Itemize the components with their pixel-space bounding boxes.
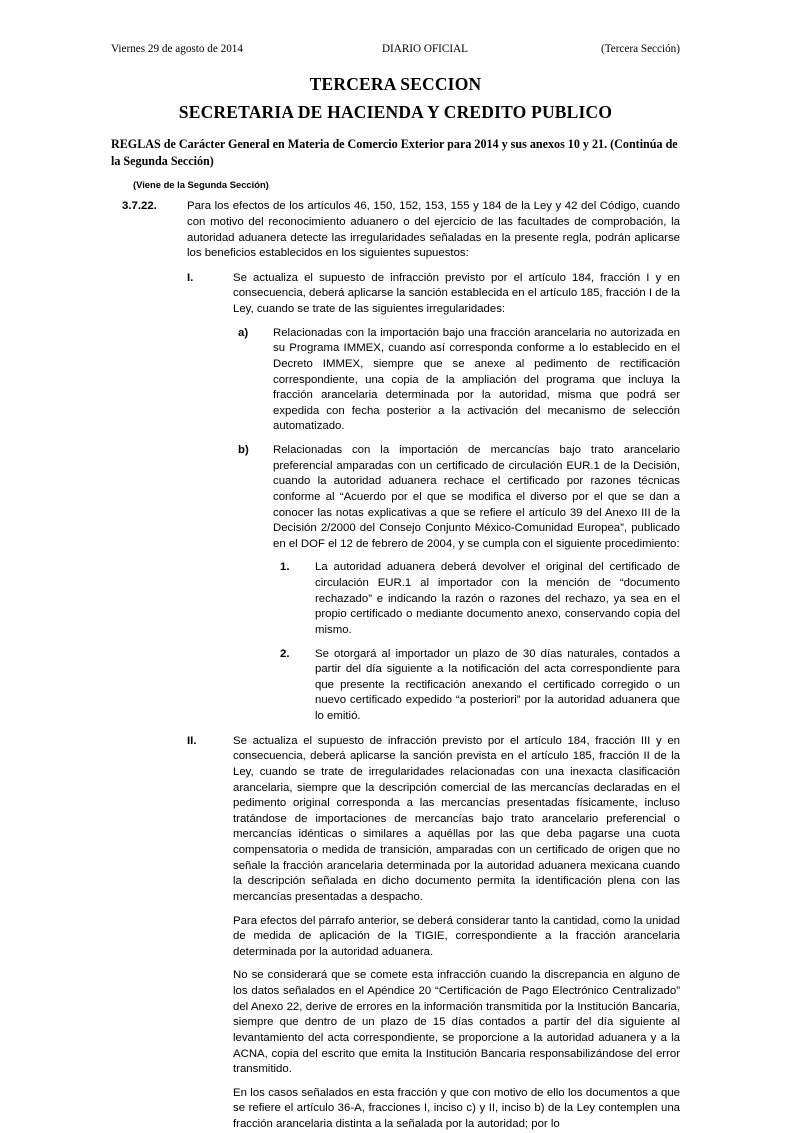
inciso-b-content [273, 443, 680, 725]
fraccion-ii [187, 734, 680, 1133]
numeral-1-marker: 1. [280, 561, 290, 574]
rule-intro-paragraph: Para los efectos de los artículos 46, 150, 152, 153, 155 y 184 de la Ley y 42 del Código, cuando con motivo del reconocimiento aduanero o del ejercicio de las facultades de comprobación, la autoridad aduanera detecte las irregularidades señaladas en la presente regla, podrán aplicarse los beneficios establecidos en los siguientes supuestos: [187, 200, 680, 260]
header-date: Viernes 29 de agosto de 2014 [111, 43, 243, 55]
fraccion-ii-paragraph-1: Se actualiza el supuesto de infracción previsto por el artículo 184, fracción III y en consecuencia, deberá aplicarse la sanción prevista en el artículo 185, fracción II de la Ley, cuando se trate de irregularidades relacionadas con una inexacta clasificación arancelaria, siempre que la descripción comercial de las mercancías declaradas en el pedimento original corresponda a las mercancías presentadas físicamente, incluso tratándose de importaciones de mercancías bajo trato arancelario preferencial o mercancías idénticas o similares a aquéllas por las que deba pagarse una cuota compensatoria o medida de transición, amparadas con un certificado de origen que no señale la fracción arancelaria determinada por la autoridad aduanera mexicana cuando la descripción señalada en dicho documento permita la identificación plena con las mercancías presentadas a despacho. [233, 734, 680, 903]
fraccion-i-content [233, 271, 680, 725]
inciso-a-text: Relacionadas con la importación bajo una fracción arancelaria no autorizada en su Programa IMMEX, cuando así corresponda conforme a lo establecido en el Decreto IMMEX, siempre que se anexe al pedimento de rectificación correspondiente, una copia de la ampliación del programa que incluya la fracción arancelaria determinada por la autoridad, misma que podrá ser expedida con fecha posterior a la activación del mecanismo de selección automatizado. [273, 326, 680, 433]
continuation-note: (Viene de la Segunda Sección) [133, 179, 269, 191]
inciso-b-text: Relacionadas con la importación de mercancías bajo trato arancelario preferencial amparadas con un certificado de circulación EUR.1 de la Decisión, cuando la autoridad aduanera rechace el certificado por razones técnicas conforme al “Acuerdo por el que se modifica el diverso por el que se dan a conocer las notas explicativas a que se refiere el artículo 39 del Anexo III de la Decisión 2/2000 del Consejo Conjunto México-Comunidad Europea”, publicado en el DOF el 12 de febrero de 2004, y se cumpla con el siguiente procedimiento: [273, 444, 680, 550]
header-section: (Tercera Sección) [600, 43, 680, 55]
fraccion-ii-marker: II. [187, 734, 197, 747]
rule-content [187, 199, 680, 1132]
fraccion-ii-paragraph-2: Para efectos del párrafo anterior, se deberá considerar tanto la cantidad, como la unidad de medida de aplicación de la TIGIE, correspondiente a la fracción arancelaria determinada por la autoridad aduanera. [233, 914, 680, 958]
fraccion-ii-paragraph-3: No se considerará que se comete esta infracción cuando la discrepancia en alguno de los datos señalados en el Apéndice 20 “Certificación de Pago Electrónico Centralizado” del Anexo 22, derive de errores en la información transmitida por la Institución Bancaria, siempre que dentro de un plazo de 15 días contados a partir del día siguiente al levantamiento del acta correspondiente, se proporcione a la autoridad aduanera y a la ACNA, copia del escrito que emita la Institución Bancaria responsabilizándose del error transmitido. [233, 969, 680, 1076]
numeral-2 [273, 647, 680, 725]
inciso-a [233, 326, 680, 435]
numeral-1-content [315, 560, 680, 638]
page-title-section: TERCERA SECCION [309, 74, 482, 94]
rule-block [111, 199, 680, 1132]
fraccion-i-text: Se actualiza el supuesto de infracción previsto por el artículo 184, fracción I y en consecuencia, deberá aplicarse la sanción establecida en el artículo 185, fracción I de la Ley, cuando se trate de las siguientes irregularidades: [233, 271, 680, 316]
rule-number: 3.7.22. [122, 200, 157, 213]
numeral-2-marker: 2. [280, 647, 290, 660]
fraccion-i-marker: I. [187, 271, 194, 284]
inciso-b-marker: b) [238, 444, 249, 457]
fraccion-ii-content [233, 734, 680, 1133]
header-publication: DIARIO OFICIAL [381, 43, 469, 55]
running-header [111, 42, 680, 56]
page-title-department: SECRETARIA DE HACIENDA Y CREDITO PUBLICO [178, 102, 613, 122]
inciso-a-marker: a) [238, 326, 249, 339]
numeral-2-text: Se otorgará al importador un plazo de 30 días naturales, contados a partir del día siguiente a la notificación del acta correspondiente para que presente la rectificación anexando el certificado corregido o un nuevo certificado expedido “a posteriori” por la autoridad aduanera que lo emitió. [315, 647, 680, 723]
numeral-2-content [315, 647, 680, 725]
numeral-1-text: La autoridad aduanera deberá devolver el original del certificado de circulación EUR.1 al importador con la mención de “documento rechazado” e indicando la razón o razones del rechazo, ya sea en el propio certificado o mediante documento anexo, conservando copia del mismo. [315, 561, 680, 636]
fraccion-i [187, 271, 680, 725]
inciso-a-content [273, 326, 680, 435]
fraccion-ii-paragraph-4: En los casos señalados en esta fracción y que con motivo de ello los documentos a que se refiere el artículo 36-A, fracciones I, inciso c) y II, inciso b) de la Ley contemplen una fracción arancelaria distinta a la señalada por la autoridad; por lo [233, 1086, 680, 1131]
document-title: REGLAS de Carácter General en Materia de Comercio Exterior para 2014 y sus anexos 10 y 21. (Continúa de la Segunda Sección) [111, 137, 678, 169]
inciso-b [233, 443, 680, 725]
numeral-1 [273, 560, 680, 638]
